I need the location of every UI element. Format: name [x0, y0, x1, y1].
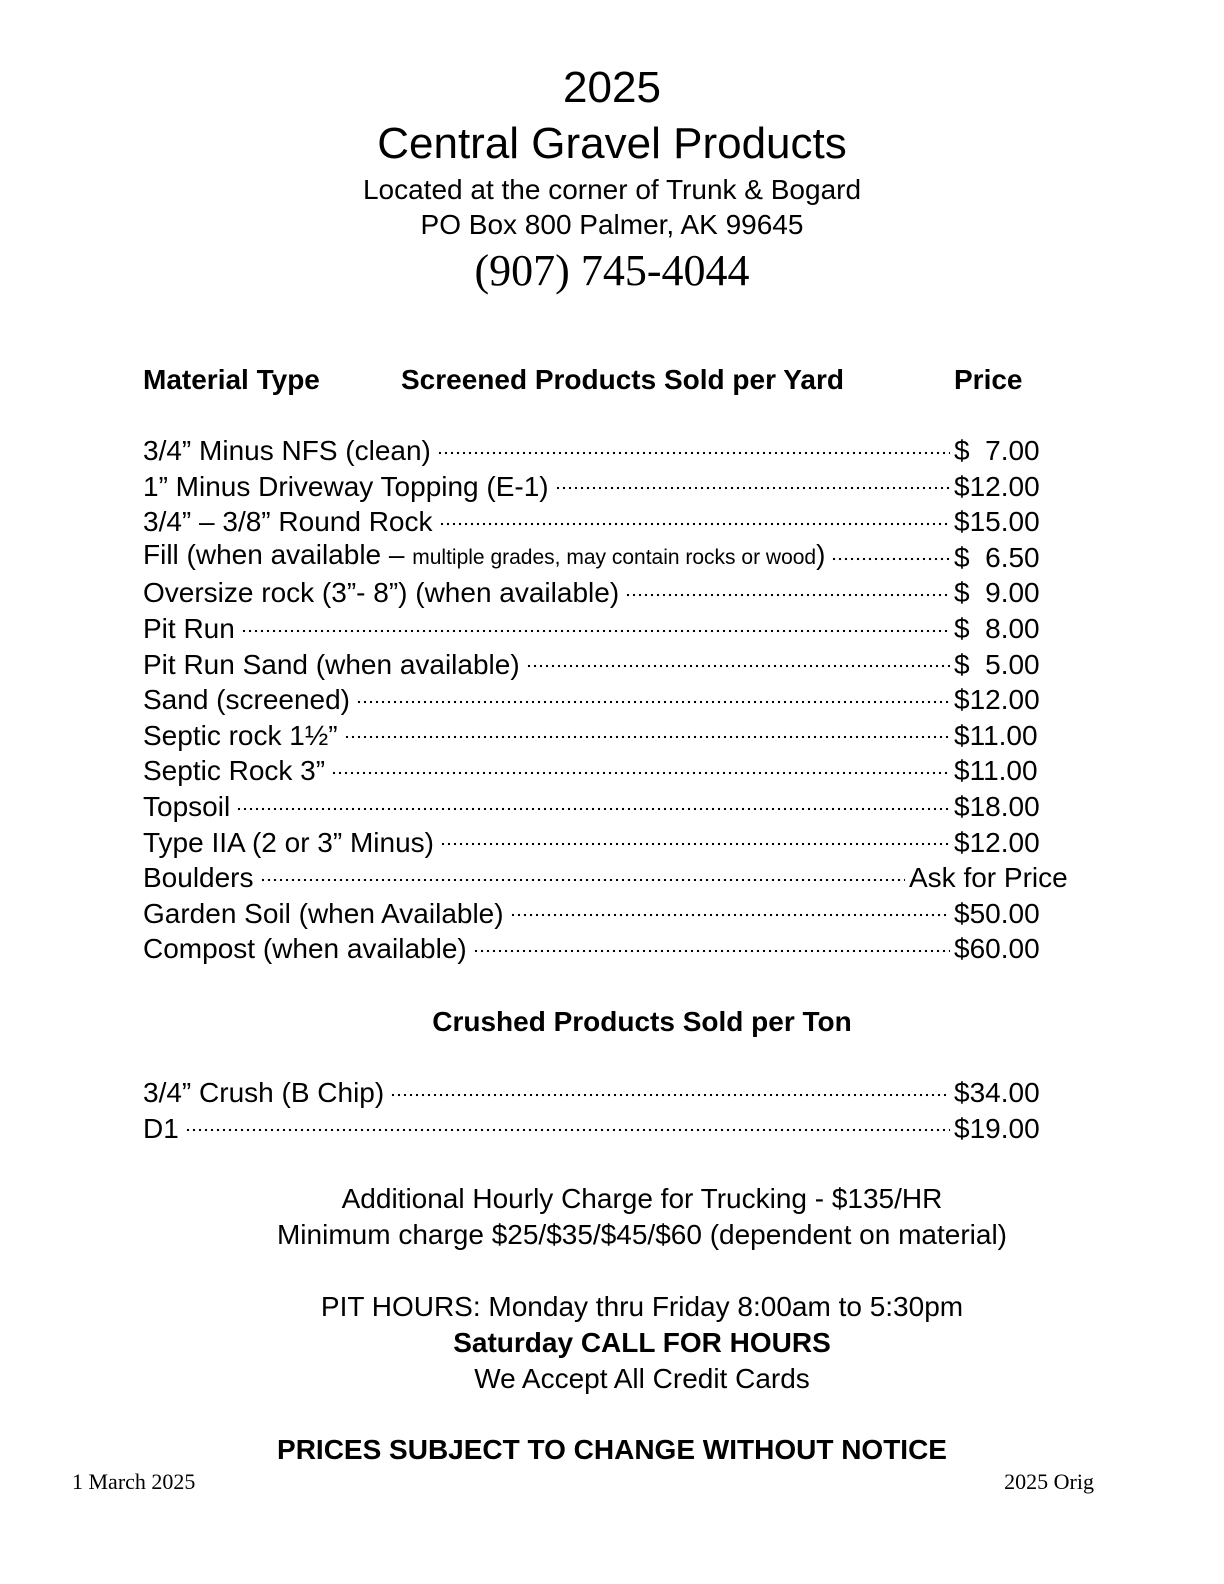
item-name: Oversize rock (3”- 8”) (when available) — [143, 577, 620, 609]
item-price: Ask for Price — [909, 862, 1068, 894]
item-name: Type IIA (2 or 3” Minus) — [143, 826, 434, 858]
crushed-products-list — [143, 1075, 1077, 1146]
dot-leader — [439, 522, 951, 526]
pit-hours: PIT HOURS: Monday thru Friday 8:00am to 5:30pm — [320, 1291, 964, 1322]
list-item — [143, 575, 1077, 611]
phone-number: (907) 745-4044 — [474, 246, 750, 295]
company-name: Central Gravel Products — [377, 119, 847, 168]
item-name: 3/4” Minus NFS (clean) — [143, 435, 431, 466]
item-price: $ 6.50 — [954, 541, 1040, 573]
item-name: D1 — [143, 1112, 179, 1144]
list-item — [143, 611, 1077, 647]
item-name: Septic rock 1½” — [143, 719, 338, 751]
dot-leader — [356, 700, 950, 704]
dot-leader — [241, 629, 950, 633]
dot-leader — [260, 878, 905, 882]
list-item — [143, 647, 1077, 683]
address-line-2: PO Box 800 Palmer, AK 99645 — [420, 209, 804, 240]
saturday-hours: Saturday CALL FOR HOURS — [453, 1327, 831, 1358]
list-item — [143, 504, 1077, 540]
item-price: $12.00 — [954, 826, 1040, 858]
item-price: $12.00 — [954, 470, 1040, 502]
list-item — [143, 860, 1077, 896]
item-name: 1” Minus Driveway Topping (E-1) — [143, 470, 549, 502]
item-price: $18.00 — [954, 790, 1040, 822]
item-price: $11.00 — [954, 719, 1038, 751]
item-price: $12.00 — [954, 684, 1040, 716]
item-name: Sand (screened) — [143, 684, 351, 716]
footer-version: 2025 Orig — [1004, 1469, 1094, 1494]
dot-leader — [185, 1128, 950, 1132]
list-item — [143, 1075, 1077, 1111]
item-name — [143, 537, 825, 576]
item-price: $ 5.00 — [954, 648, 1040, 680]
dot-leader — [625, 593, 950, 597]
list-item — [143, 825, 1077, 861]
item-name-end: ) — [816, 538, 826, 570]
dot-leader — [555, 486, 950, 490]
item-price: $34.00 — [954, 1077, 1040, 1108]
item-price: $19.00 — [954, 1112, 1040, 1144]
trucking-charge: Additional Hourly Charge for Trucking - $135/HR — [341, 1183, 943, 1214]
dot-leader — [831, 557, 950, 561]
footer-date: 1 March 2025 — [72, 1469, 196, 1494]
item-name: Septic Rock 3” — [143, 755, 326, 787]
dot-leader — [526, 664, 950, 668]
item-price: $50.00 — [954, 897, 1040, 929]
dot-leader — [236, 807, 950, 811]
credit-cards: We Accept All Credit Cards — [474, 1363, 810, 1394]
item-price: $ 8.00 — [954, 612, 1040, 644]
item-name: Pit Run Sand (when available) — [143, 648, 520, 680]
dot-leader — [331, 771, 950, 775]
item-price: $11.00 — [954, 755, 1038, 787]
minimum-charge: Minimum charge $25/$35/$45/$60 (dependent on material) — [276, 1219, 1007, 1250]
item-name: Pit Run — [143, 612, 235, 644]
item-name-main: Fill (when available – — [143, 538, 413, 570]
column-header-price: Price — [954, 364, 1023, 395]
price-notice: PRICES SUBJECT TO CHANGE WITHOUT NOTICE — [277, 1434, 947, 1465]
item-name: Garden Soil (when Available) — [143, 897, 504, 929]
column-header-screened: Screened Products Sold per Yard — [401, 364, 844, 395]
list-item — [143, 718, 1077, 754]
item-price: $ 9.00 — [954, 577, 1040, 609]
column-header-material: Material Type — [143, 364, 320, 395]
item-name: Compost (when available) — [143, 933, 467, 965]
item-name: 3/4” Crush (B Chip) — [143, 1077, 385, 1108]
dot-leader — [437, 451, 950, 455]
dot-leader — [440, 842, 950, 846]
list-item — [143, 540, 1077, 576]
item-name: Boulders — [143, 862, 254, 894]
list-item — [143, 896, 1077, 932]
list-item — [143, 433, 1077, 469]
year-heading: 2025 — [563, 63, 661, 112]
screened-products-list — [143, 433, 1077, 967]
item-price: $ 7.00 — [954, 435, 1040, 466]
item-price: $60.00 — [954, 933, 1040, 965]
list-item — [143, 469, 1077, 505]
item-name: 3/4” – 3/8” Round Rock — [143, 506, 433, 538]
item-name: Topsoil — [143, 790, 231, 822]
list-item — [143, 682, 1077, 718]
list-item — [143, 789, 1077, 825]
list-item — [143, 1111, 1077, 1147]
dot-leader — [344, 735, 950, 739]
dot-leader — [510, 913, 950, 917]
item-name-note: multiple grades, may contain rocks or wood — [412, 545, 817, 569]
item-price: $15.00 — [954, 506, 1040, 538]
list-item — [143, 931, 1077, 967]
list-item — [143, 753, 1077, 789]
crushed-heading: Crushed Products Sold per Ton — [432, 1006, 852, 1037]
address-line-1: Located at the corner of Trunk & Bogard — [362, 174, 862, 205]
dot-leader — [473, 949, 950, 953]
dot-leader — [390, 1093, 950, 1097]
